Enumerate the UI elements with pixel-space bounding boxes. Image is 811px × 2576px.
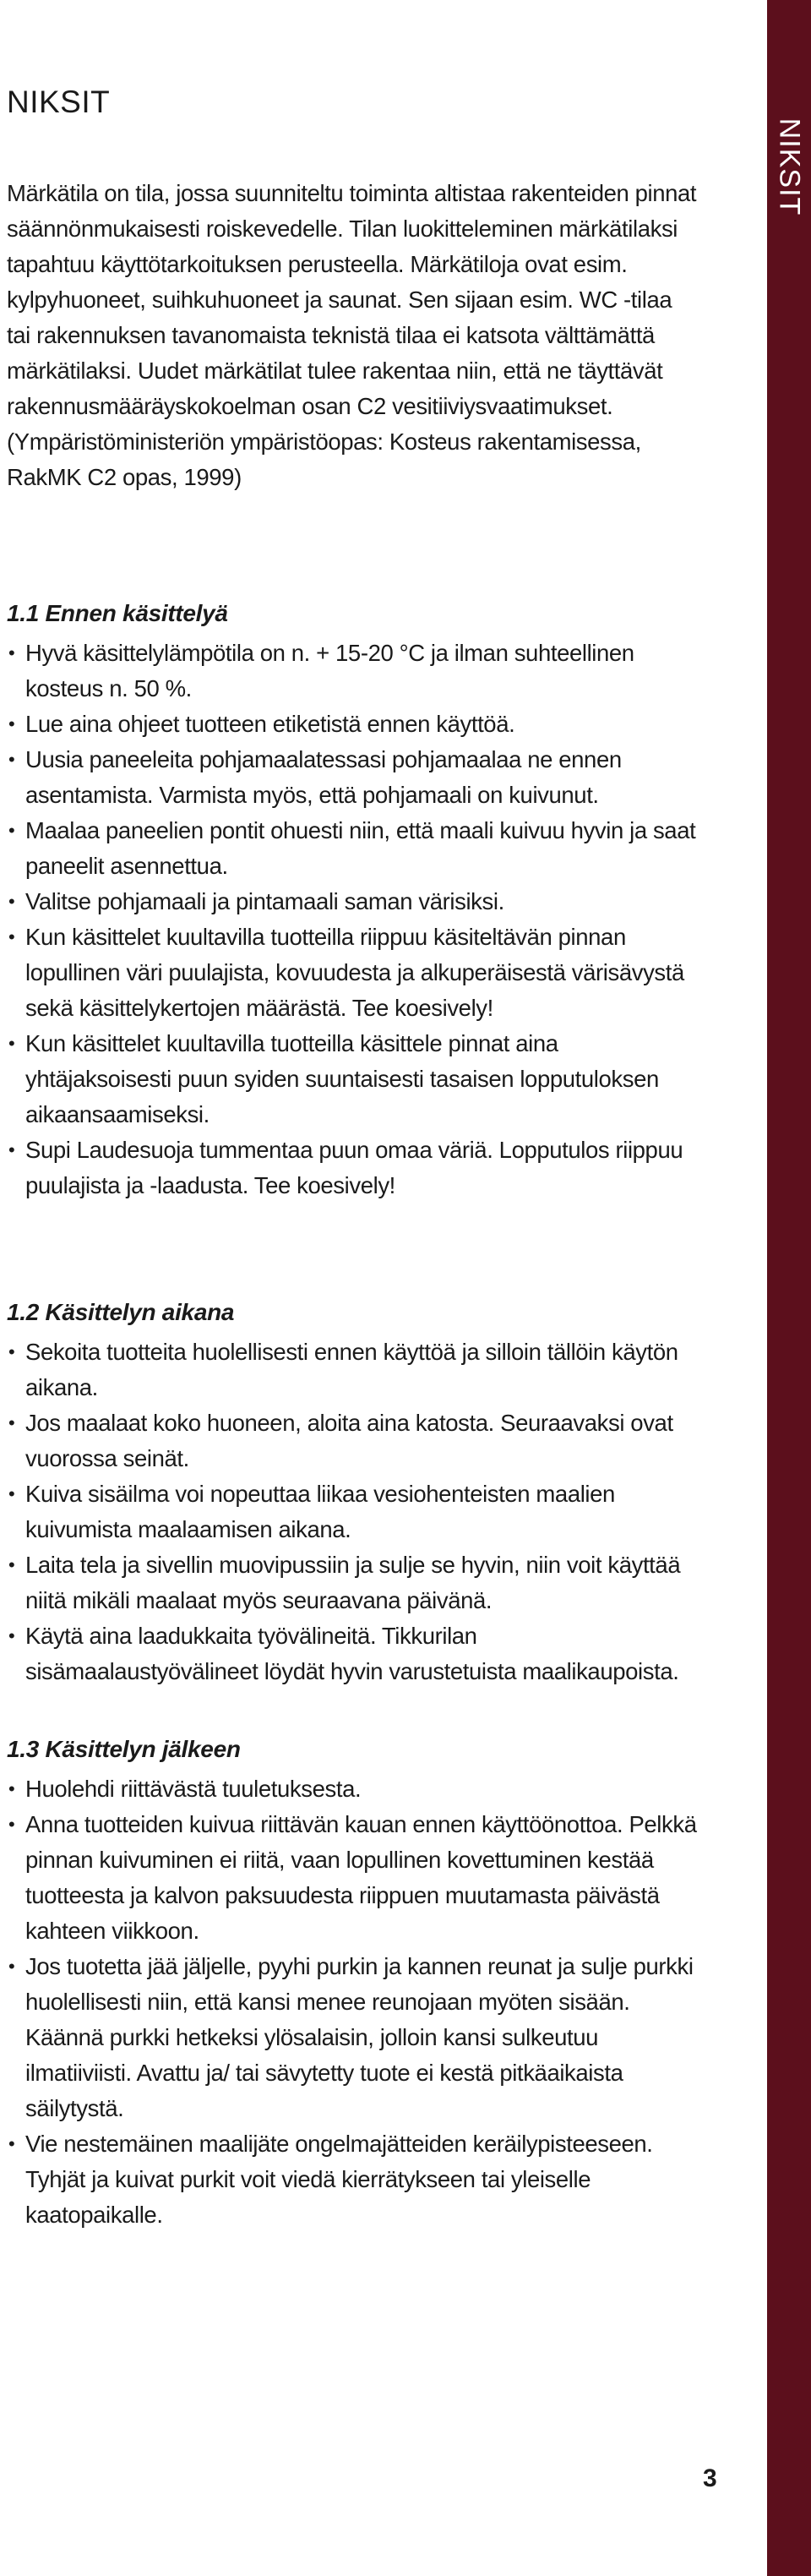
list-item: • Jos tuotetta jää jäljelle, pyyhi purkin ja kannen reunat ja sulje purkki huolellisesti niin, että kansi menee reunojaan myöten sisään. Käännä purkki hetkeksi ylösalaisin, jolloin kansi sulkeutuu ilmatiiviisti. Avattu ja/ tai sävytetty tuote ei kestä pitkäaikaista säilytystä. xyxy=(7,1949,708,2126)
bullet-list xyxy=(7,636,708,1203)
page-number: 3 xyxy=(703,2464,717,2492)
list-item: • Käytä aina laadukkaita työvälineitä. Tikkurilan sisämaalaustyövälineet löydät hyvin varustetuista maalikaupoista. xyxy=(7,1618,708,1689)
list-item: • Huolehdi riittävästä tuuletuksesta. xyxy=(7,1771,708,1807)
list-item: • Kun käsittelet kuultavilla tuotteilla riippuu käsiteltävän pinnan lopullinen väri puulajista, kovuudesta ja alkuperäisestä värisävystä sekä käsittelykertojen määrästä. Tee koesively! xyxy=(7,920,708,1026)
list-item: • Kun käsittelet kuultavilla tuotteilla käsittele pinnat aina yhtäjaksoisesti puun syiden suuntaisesti tasaisen lopputuloksen aikaansaamiseksi. xyxy=(7,1026,708,1132)
list-item: • Lue aina ohjeet tuotteen etiketistä ennen käyttöä. xyxy=(7,707,708,742)
list-item: • Valitse pohjamaali ja pintamaali saman värisiksi. xyxy=(7,884,708,920)
page-heading: NIKSIT xyxy=(7,85,111,119)
list-item: • Jos maalaat koko huoneen, aloita aina katosta. Seuraavaksi ovat vuorossa seinät. xyxy=(7,1405,708,1476)
side-tab xyxy=(767,0,811,2576)
list-item: • Uusia paneeleita pohjamaalatessasi pohjamaalaa ne ennen asentamista. Varmista myös, että pohjamaali on kuivunut. xyxy=(7,742,708,813)
list-item: • Hyvä käsittelylämpötila on n. + 15-20 °C ja ilman suhteellinen kosteus n. 50 %. xyxy=(7,636,708,707)
intro-paragraph: Märkätila on tila, jossa suunniteltu toiminta altistaa rakenteiden pinnat säännönmukaisesti roiskevedelle. Tilan luokitteleminen märkätilaksi tapahtuu käyttötarkoituksen perusteella. Märkätiloja ovat esim. kylpyhuoneet, suihkuhuoneet ja saunat. Sen sijaan esim. WC -tilaa tai rakennuksen tavanomaista teknistä tilaa ei katsota välttämättä märkätilaksi. Uudet märkätilat tulee rakentaa niin, että ne täyttävät rakennusmääräyskokoelman osan C2 vesitiiviysvaatimukset. (Ympäristöministeriön ympäristöopas: Kosteus rakentamisessa, RakMK C2 opas, 1999) xyxy=(7,180,697,490)
list-item: • Supi Laudesuoja tummentaa puun omaa väriä. Lopputulos riippuu puulajista ja -laadusta. Tee koesively! xyxy=(7,1132,708,1203)
list-item: • Vie nestemäinen maalijäte ongelmajätteiden keräilypisteeseen. Tyhjät ja kuivat purkit voit viedä kierrätykseen tai yleiselle kaatopaikalle. xyxy=(7,2126,708,2233)
list-item: • Laita tela ja sivellin muovipussiin ja sulje se hyvin, niin voit käyttää niitä mikäli maalaat myös seuraavana päivänä. xyxy=(7,1547,708,1618)
section-during-treatment xyxy=(7,1296,708,1689)
list-item: • Maalaa paneelien pontit ohuesti niin, että maali kuivuu hyvin ja saat paneelit asennettua. xyxy=(7,813,708,884)
bullet-list xyxy=(7,1334,708,1689)
bullet-list xyxy=(7,1771,708,2233)
side-tab-label: NIKSIT xyxy=(773,117,806,216)
section-after-treatment xyxy=(7,1733,708,2233)
section-title: 1.2 Käsittelyn aikana xyxy=(7,1299,235,1325)
section-title: 1.1 Ennen käsittelyä xyxy=(7,600,228,626)
list-item: • Sekoita tuotteita huolellisesti ennen käyttöä ja silloin tällöin käytön aikana. xyxy=(7,1334,708,1405)
section-title: 1.3 Käsittelyn jälkeen xyxy=(7,1736,241,1762)
list-item: • Kuiva sisäilma voi nopeuttaa liikaa vesiohenteisten maalien kuivumista maalaamisen aikana. xyxy=(7,1476,708,1547)
list-item: • Anna tuotteiden kuivua riittävän kauan ennen käyttöönottoa. Pelkkä pinnan kuivuminen ei riitä, vaan lopullinen kovettuminen kestää tuotteesta ja kalvon paksuudesta riippuen muutamasta päivästä kahteen viikkoon. xyxy=(7,1807,708,1949)
section-before-treatment xyxy=(7,597,708,1203)
